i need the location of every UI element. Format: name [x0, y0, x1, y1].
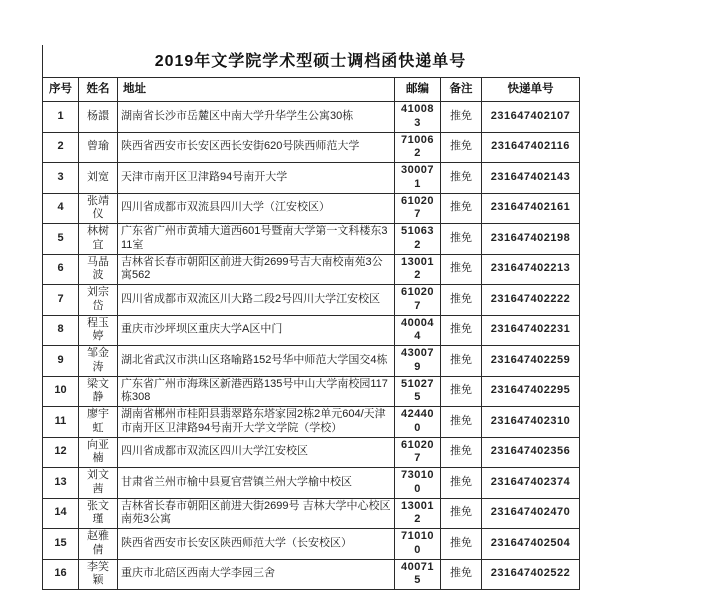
- cell-note: 推免: [441, 193, 482, 224]
- cell-no: 14: [43, 498, 79, 529]
- cell-note: 推免: [441, 163, 482, 194]
- cell-postcode: 130012: [395, 498, 441, 529]
- cell-name: 向亚楠: [79, 437, 118, 468]
- cell-postcode: 510632: [395, 224, 441, 255]
- cell-note: 推免: [441, 437, 482, 468]
- table-row: [43, 346, 580, 377]
- table-row: [43, 529, 580, 560]
- cell-note: 推免: [441, 559, 482, 590]
- cell-tracking: 231647402161: [482, 193, 580, 224]
- cell-tracking: 231647402356: [482, 437, 580, 468]
- table-row: [43, 437, 580, 468]
- cell-address: 广东省广州市黄埔大道西601号暨南大学第一文科楼东311室: [118, 224, 395, 255]
- cell-name: 林树宜: [79, 224, 118, 255]
- cell-no: 1: [43, 102, 79, 133]
- cell-name: 张靖仪: [79, 193, 118, 224]
- cell-note: 推免: [441, 346, 482, 377]
- table-body: [43, 102, 580, 590]
- header-address: 地址: [118, 78, 395, 102]
- cell-note: 推免: [441, 254, 482, 285]
- table-header-row: [43, 78, 580, 102]
- table-row: [43, 102, 580, 133]
- table-row: [43, 285, 580, 316]
- cell-note: 推免: [441, 376, 482, 407]
- table-row: [43, 132, 580, 163]
- cell-no: 2: [43, 132, 79, 163]
- table-row: [43, 376, 580, 407]
- cell-no: 13: [43, 468, 79, 499]
- cell-postcode: 424400: [395, 407, 441, 438]
- header-note: 备注: [441, 78, 482, 102]
- cell-tracking: 231647402116: [482, 132, 580, 163]
- cell-name: 程玉婷: [79, 315, 118, 346]
- cell-address: 广东省广州市海珠区新港西路135号中山大学南校园117栋308: [118, 376, 395, 407]
- cell-tracking: 231647402259: [482, 346, 580, 377]
- cell-tracking: 231647402504: [482, 529, 580, 560]
- header-no: 序号: [43, 78, 79, 102]
- cell-name: 刘宽: [79, 163, 118, 194]
- cell-no: 7: [43, 285, 79, 316]
- cell-note: 推免: [441, 407, 482, 438]
- cell-name: 廖宇虹: [79, 407, 118, 438]
- cell-address: 湖南省长沙市岳麓区中南大学升华学生公寓30栋: [118, 102, 395, 133]
- header-postcode: 邮编: [395, 78, 441, 102]
- cell-no: 8: [43, 315, 79, 346]
- table-row: [43, 468, 580, 499]
- cell-postcode: 710062: [395, 132, 441, 163]
- cell-tracking: 231647402222: [482, 285, 580, 316]
- cell-postcode: 410083: [395, 102, 441, 133]
- cell-postcode: 730100: [395, 468, 441, 499]
- cell-no: 16: [43, 559, 79, 590]
- cell-postcode: 610207: [395, 193, 441, 224]
- cell-tracking: 231647402470: [482, 498, 580, 529]
- cell-tracking: 231647402213: [482, 254, 580, 285]
- cell-postcode: 300071: [395, 163, 441, 194]
- table-row: [43, 193, 580, 224]
- header-name: 姓名: [79, 78, 118, 102]
- cell-postcode: 710100: [395, 529, 441, 560]
- cell-no: 4: [43, 193, 79, 224]
- cell-name: 梁文静: [79, 376, 118, 407]
- table-row: [43, 407, 580, 438]
- table-row: [43, 163, 580, 194]
- cell-postcode: 610207: [395, 285, 441, 316]
- cell-address: 湖南省郴州市桂阳县翡翠路东塔家园2栋2单元604/天津市南开区卫津路94号南开大学文学院（学校）: [118, 407, 395, 438]
- cell-note: 推免: [441, 529, 482, 560]
- cell-postcode: 400715: [395, 559, 441, 590]
- cell-no: 12: [43, 437, 79, 468]
- cell-address: 甘肃省兰州市榆中县夏官营镇兰州大学榆中校区: [118, 468, 395, 499]
- cell-address: 湖北省武汉市洪山区珞喻路152号华中师范大学国交4栋: [118, 346, 395, 377]
- cell-note: 推免: [441, 102, 482, 133]
- cell-postcode: 510275: [395, 376, 441, 407]
- cell-address: 四川省成都市双流区川大路二段2号四川大学江安校区: [118, 285, 395, 316]
- cell-name: 赵雅倩: [79, 529, 118, 560]
- cell-no: 15: [43, 529, 79, 560]
- cell-postcode: 430079: [395, 346, 441, 377]
- cell-address: 天津市南开区卫津路94号南开大学: [118, 163, 395, 194]
- table-row: [43, 254, 580, 285]
- cell-note: 推免: [441, 285, 482, 316]
- cell-no: 9: [43, 346, 79, 377]
- cell-no: 3: [43, 163, 79, 194]
- page-title: 2019年文学院学术型硕士调档函快递单号: [154, 53, 467, 70]
- cell-no: 11: [43, 407, 79, 438]
- cell-note: 推免: [441, 224, 482, 255]
- cell-address: 陕西省西安市长安区陕西师范大学（长安校区）: [118, 529, 395, 560]
- cell-name: 刘文茜: [79, 468, 118, 499]
- cell-note: 推免: [441, 468, 482, 499]
- cell-name: 曾瑜: [79, 132, 118, 163]
- cell-address: 重庆市北碚区西南大学李园三舍: [118, 559, 395, 590]
- cell-tracking: 231647402198: [482, 224, 580, 255]
- cell-note: 推免: [441, 498, 482, 529]
- cell-tracking: 231647402107: [482, 102, 580, 133]
- cell-name: 刘宗岱: [79, 285, 118, 316]
- table-row: [43, 559, 580, 590]
- cell-tracking: 231647402143: [482, 163, 580, 194]
- cell-postcode: 610207: [395, 437, 441, 468]
- express-tracking-table: [42, 77, 580, 590]
- cell-address: 四川省成都市双流县四川大学（江安校区）: [118, 193, 395, 224]
- cell-name: 张文瑾: [79, 498, 118, 529]
- cell-tracking: 231647402310: [482, 407, 580, 438]
- cell-postcode: 400044: [395, 315, 441, 346]
- cell-tracking: 231647402231: [482, 315, 580, 346]
- cell-no: 5: [43, 224, 79, 255]
- table-row: [43, 315, 580, 346]
- cell-no: 6: [43, 254, 79, 285]
- cell-address: 重庆市沙坪坝区重庆大学A区中门: [118, 315, 395, 346]
- cell-postcode: 130012: [395, 254, 441, 285]
- cell-tracking: 231647402374: [482, 468, 580, 499]
- cell-name: 李笑颖: [79, 559, 118, 590]
- cell-tracking: 231647402522: [482, 559, 580, 590]
- cell-address: 吉林省长春市朝阳区前进大街2699号 吉林大学中心校区南苑3公寓: [118, 498, 395, 529]
- cell-name: 马晶波: [79, 254, 118, 285]
- cell-address: 陕西省西安市长安区西长安街620号陕西师范大学: [118, 132, 395, 163]
- cell-address: 四川省成都市双流区四川大学江安校区: [118, 437, 395, 468]
- cell-name: 邹金涛: [79, 346, 118, 377]
- cell-name: 杨譞: [79, 102, 118, 133]
- header-tracking: 快递单号: [482, 78, 580, 102]
- cell-no: 10: [43, 376, 79, 407]
- cell-address: 吉林省长春市朝阳区前进大街2699号吉大南校南苑3公寓562: [118, 254, 395, 285]
- table-row: [43, 224, 580, 255]
- cell-note: 推免: [441, 315, 482, 346]
- table-row: [43, 498, 580, 529]
- cell-tracking: 231647402295: [482, 376, 580, 407]
- cell-note: 推免: [441, 132, 482, 163]
